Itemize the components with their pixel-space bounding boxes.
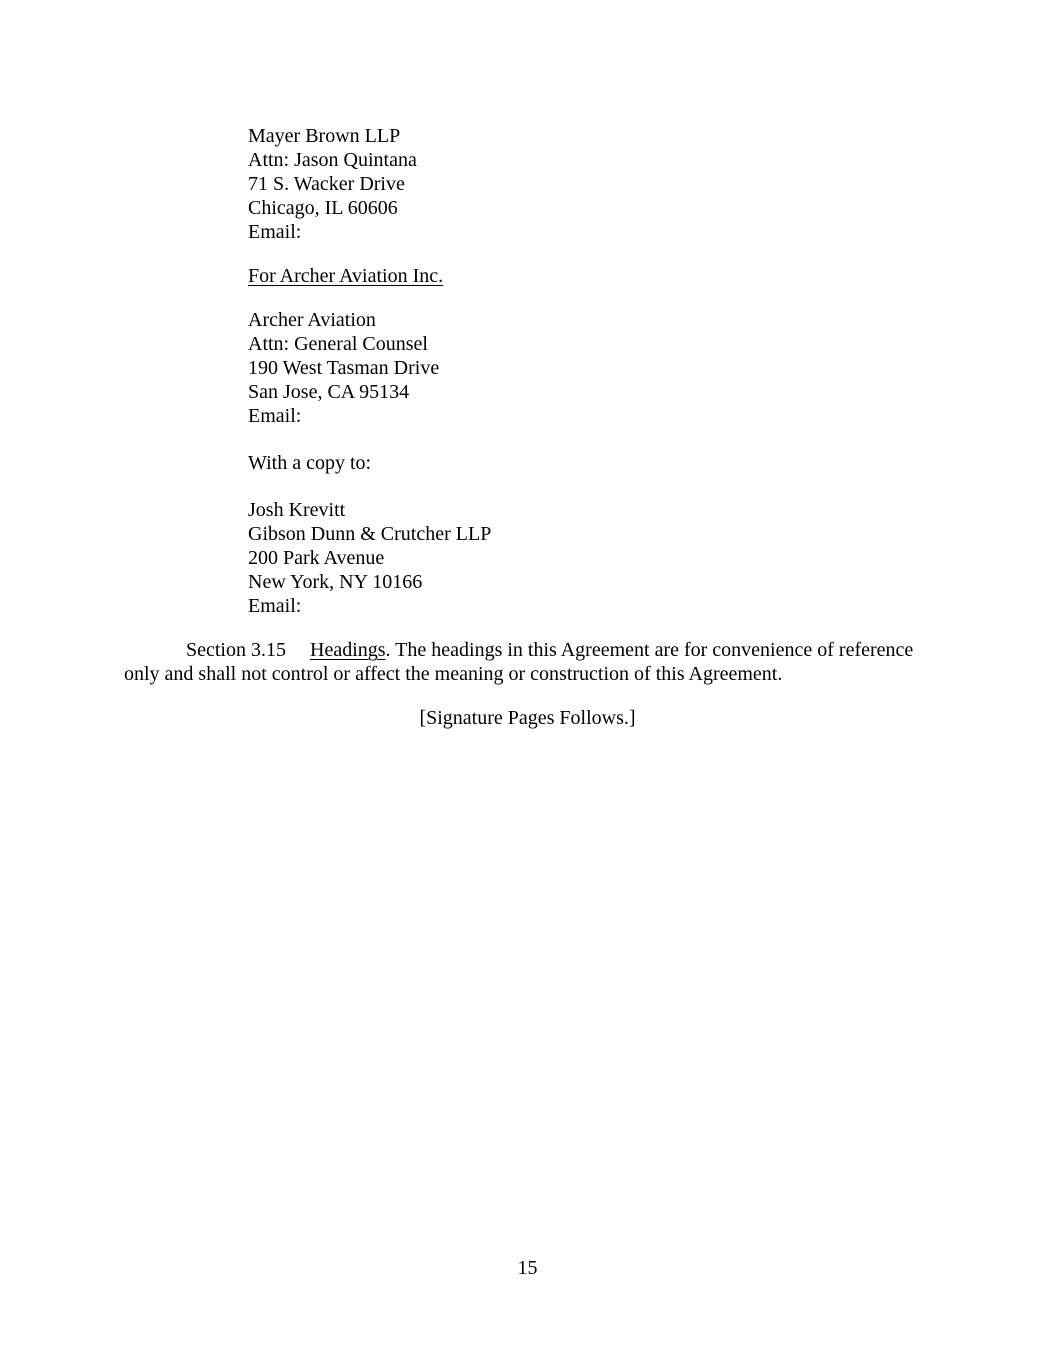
copy-to-label: With a copy to: — [248, 452, 372, 474]
archer-heading-block — [248, 264, 443, 288]
gibson-dunn-address — [248, 498, 491, 618]
address-line: Email: — [248, 221, 302, 243]
address-line: Mayer Brown LLP — [248, 125, 401, 147]
archer-aviation-address — [248, 308, 439, 428]
address-line: Email: — [248, 595, 302, 617]
section-title: Headings — [310, 639, 386, 661]
page-number: 15 — [517, 1257, 538, 1279]
address-line: 200 Park Avenue — [248, 547, 385, 569]
address-line: Email: — [248, 405, 302, 427]
address-line: Gibson Dunn & Crutcher LLP — [248, 523, 492, 545]
address-line: Attn: General Counsel — [248, 333, 428, 355]
section-text-line-2: only and shall not control or affect the meaning or construction of this Agreement. — [124, 663, 783, 685]
signature-note: [Signature Pages Follows.] — [419, 707, 636, 729]
address-line: Josh Krevitt — [248, 499, 346, 521]
mayer-brown-address — [248, 124, 417, 244]
section-text-line-1: . The headings in this Agreement are for convenience of reference — [385, 639, 914, 661]
address-line: 71 S. Wacker Drive — [248, 173, 405, 195]
address-line: New York, NY 10166 — [248, 571, 423, 593]
section-3-15-paragraph — [124, 638, 934, 686]
archer-heading: For Archer Aviation Inc. — [248, 265, 444, 287]
copy-to-block — [248, 451, 371, 475]
address-line: San Jose, CA 95134 — [248, 381, 410, 403]
address-line: 190 West Tasman Drive — [248, 357, 440, 379]
address-line: Archer Aviation — [248, 309, 376, 331]
address-line: Attn: Jason Quintana — [248, 149, 417, 171]
address-line: Chicago, IL 60606 — [248, 197, 398, 219]
section-number: Section 3.15 — [186, 639, 286, 661]
